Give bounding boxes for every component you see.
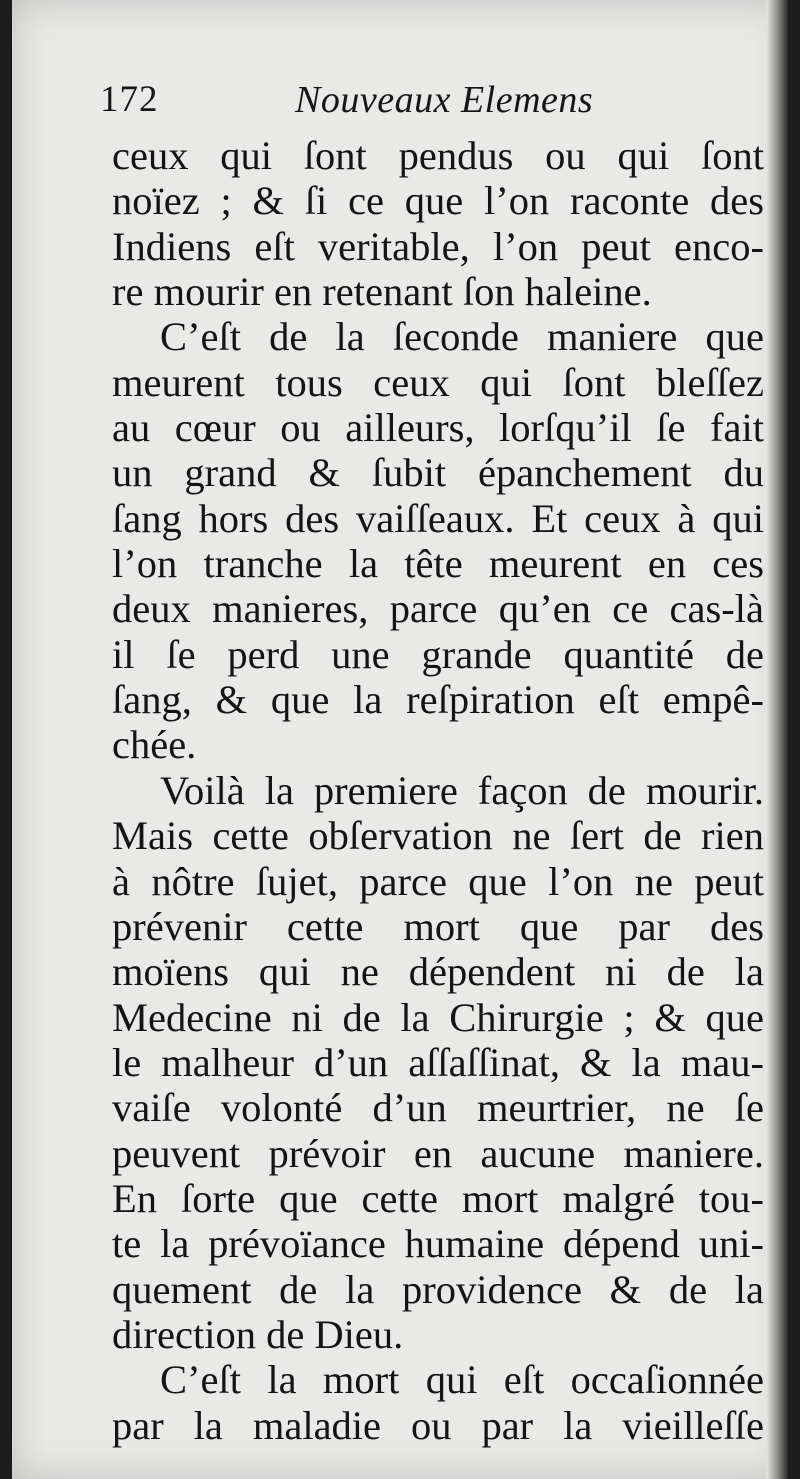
text-line: quement de la providence & de la bbox=[112, 1266, 764, 1312]
text-line: le malheur d’un aſſaſſinat, & la mau- bbox=[112, 1039, 764, 1085]
paragraph-start-line: C’eſt de la ſeconde maniere que bbox=[160, 314, 764, 360]
text-line: à nôtre ſujet, parce que l’on ne peut bbox=[112, 858, 764, 904]
page-edge-shadow bbox=[766, 0, 788, 1479]
page-number: 172 bbox=[100, 79, 159, 120]
text-line: meurent tous ceux qui ſont bleſſez bbox=[112, 359, 764, 405]
text-line: ſang, & que la reſpiration eſt empê- bbox=[112, 677, 764, 723]
text-line: re mourir en retenant ſon haleine. bbox=[112, 269, 652, 315]
text-line: un grand & ſubit épanchement du bbox=[112, 450, 764, 496]
page-header bbox=[100, 78, 760, 138]
text-line: Mais cette obſervation ne ſert de rien bbox=[112, 813, 764, 859]
text-line: te la prévoïance humaine dépend uni- bbox=[112, 1221, 764, 1267]
text-line: au cœur ou ailleurs, lorſqu’il ſe fait bbox=[112, 405, 764, 451]
text-line: chée. bbox=[112, 722, 197, 768]
text-line: noïez ; & ſi ce que l’on raconte des bbox=[112, 178, 764, 224]
text-line: deux manieres, parce qu’en ce cas-là bbox=[112, 586, 764, 632]
text-line: prévenir cette mort que par des bbox=[112, 903, 764, 949]
text-line: moïens qui ne dépendent ni de la bbox=[112, 949, 764, 995]
book-page bbox=[12, 0, 788, 1479]
text-line: Medecine ni de la Chirurgie ; & que bbox=[112, 994, 764, 1040]
body-text bbox=[112, 133, 764, 1448]
text-line: vaiſe volonté d’un meurtrier, ne ſe bbox=[112, 1085, 764, 1131]
text-line: ſang hors des vaiſſeaux. Et ceux à qui bbox=[112, 495, 764, 541]
text-line: peuvent prévoir en aucune maniere. bbox=[112, 1130, 764, 1176]
text-line: l’on tranche la tête meurent en ces bbox=[112, 541, 764, 587]
text-line: il ſe perd une grande quantité de bbox=[112, 631, 764, 677]
text-line: par la maladie ou par la vieilleſſe bbox=[112, 1402, 764, 1448]
text-line: direction de Dieu. bbox=[112, 1311, 404, 1357]
paragraph-start-line: Voilà la premiere façon de mourir. bbox=[160, 767, 764, 813]
text-line: Indiens eſt veritable, l’on peut enco- bbox=[112, 223, 764, 269]
running-title: Nouveaux Elemens bbox=[295, 79, 594, 121]
text-line: ceux qui ſont pendus ou qui ſont bbox=[112, 133, 764, 178]
paragraph-start-line: C’eſt la mort qui eſt occaſionnée bbox=[160, 1357, 764, 1403]
text-line: En ſorte que cette mort malgré tou- bbox=[112, 1175, 764, 1221]
